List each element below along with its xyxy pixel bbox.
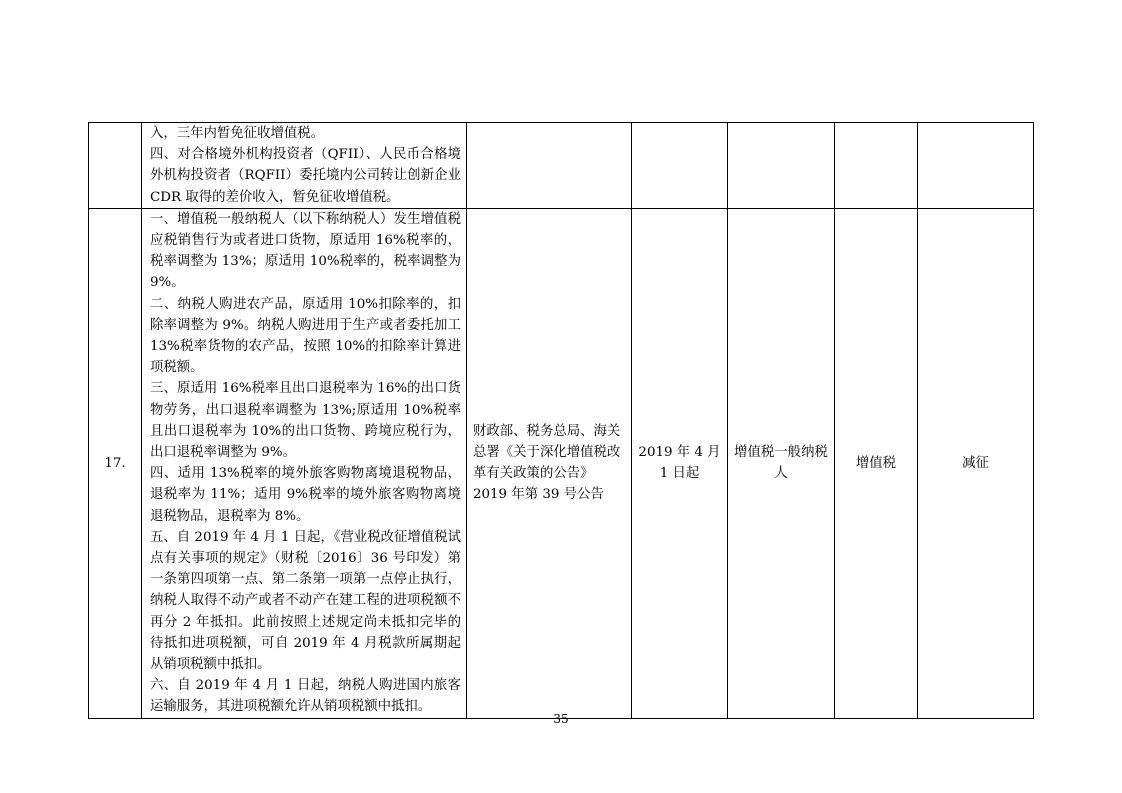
policy-content-cell [142, 123, 467, 209]
policy-paragraph: 二、纳税人购进农产品，原适用 10%扣除率的，扣除率调整为 9%。纳税人购进用于生产或者委托加工 13%税率货物的农产品，按照 10%的扣除率计算进项税额。 [150, 296, 461, 376]
number-cell [89, 123, 142, 209]
policy-paragraph: 三、原适用 16%税率且出口退税率为 16%的出口货物劳务，出口退税率调整为 13%;原适用 10%税率且出口退税率为 10%的出口货物、跨境应税行为，出口退税率调整为 9%。 [150, 381, 461, 461]
policy-paragraph: 一、增值税一般纳税人（以下称纳税人）发生增值税应税销售行为或者进口货物，原适用 16%税率的，税率调整为 13%；原适用 10%税率的，税率调整为 9%。 [150, 211, 461, 291]
tax-type: 增值税 [835, 208, 918, 718]
row-number: 17. [89, 208, 142, 718]
policy-paragraph: 入，三年内暂免征收增值税。 [150, 126, 325, 141]
effective-date: 2019 年 4 月 1 日起 [632, 208, 728, 718]
policy-basis: 财政部、税务总局、海关总署《关于深化增值税改革有关政策的公告》2019 年第 39 号公告 [467, 208, 632, 718]
policy-paragraph: 四、对合格境外机构投资者（QFII）、人民币合格境外机构投资者（RQFII）委托境内公司转让创新企业 CDR 取得的差价收入，暂免征收增值税。 [150, 147, 461, 205]
page-number: 35 [553, 712, 569, 726]
taxpayer-cell [728, 123, 835, 209]
basis-cell [467, 123, 632, 209]
category-cell [918, 123, 1034, 209]
table-row [89, 123, 1034, 209]
policy-paragraph: 四、适用 13%税率的境外旅客购物离境退税物品，退税率为 11%；适用 9%税率的境外旅客购物离境退税物品，退税率为 8%。 [150, 466, 461, 524]
policy-paragraph: 五、自 2019 年 4 月 1 日起，《营业税改征增值税试点有关事项的规定》（财税〔2016〕36 号印发）第一条第四项第一点、第二条第一项第一点停止执行，纳税人取得不动产或者不动产在建工程的进项税额不再分 2 年抵扣。此前按照上述规定尚未抵扣完毕的待抵扣进项税额，可自 2019 年 4 月税款所属期起从销项税额中抵扣。 [150, 529, 461, 673]
policy-content-cell [142, 208, 467, 718]
taxpayer-type: 增值税一般纳税人 [728, 208, 835, 718]
tax-type-cell [835, 123, 918, 209]
policy-paragraph: 六、自 2019 年 4 月 1 日起，纳税人购进国内旅客运输服务，其进项税额允许从销项税额中抵扣。 [150, 678, 461, 715]
date-cell [632, 123, 728, 209]
policy-table [88, 122, 1034, 719]
preference-category: 减征 [918, 208, 1034, 718]
table-row [89, 208, 1034, 718]
